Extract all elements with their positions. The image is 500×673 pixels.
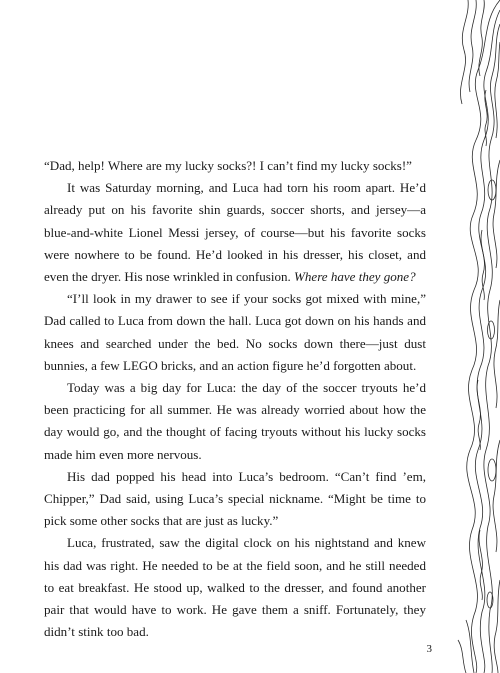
page-number: 3: [426, 643, 432, 655]
paragraph: His dad popped his head into Luca’s bedroom. “Can’t find ’em, Chipper,” Dad said, using Luca’s special nickname. “Might be time to pick some other socks that are just as lucky.”: [44, 468, 426, 529]
paragraph: “I’ll look in my drawer to see if your socks got mixed with mine,” Dad called to Luca from down the hall. Luca got down on his hands and knees and searched under the bed. No socks down there—just dust bunnies, a few LEGO bricks, and an action figure he’d forgotten about.: [44, 291, 426, 373]
topographic-pattern-decoration: [428, 0, 500, 673]
italic-thought: Where have they gone?: [294, 269, 416, 285]
story-text: [44, 155, 426, 643]
paragraph: Luca, frustrated, saw the digital clock on his nightstand and knew his dad was right. He needed to be at the field soon, and he still needed to eat breakfast. He stood up, walked to the dresser, and found another pair that would have to work. He gave them a sniff. Fortunately, they didn’t stink too bad.: [44, 535, 426, 640]
paragraph: “Dad, help! Where are my lucky socks?! I can’t find my lucky socks!”: [44, 158, 412, 173]
paragraph: Today was a big day for Luca: the day of the soccer tryouts he’d been practicing for all summer. He was already worried about how the day would go, and the thought of facing tryouts without his lucky socks made him even more nervous.: [44, 380, 426, 462]
paragraph: It was Saturday morning, and Luca had torn his room apart. He’d already put on his favorite shin guards, soccer shorts, and jersey—a blue-and-white Lionel Messi jersey, of course—but his favorite socks were nowhere to be found. He’d looked in his dresser, his closet, and even the dryer. His nose wrinkled in confusion. Where have they gone?: [44, 180, 426, 285]
